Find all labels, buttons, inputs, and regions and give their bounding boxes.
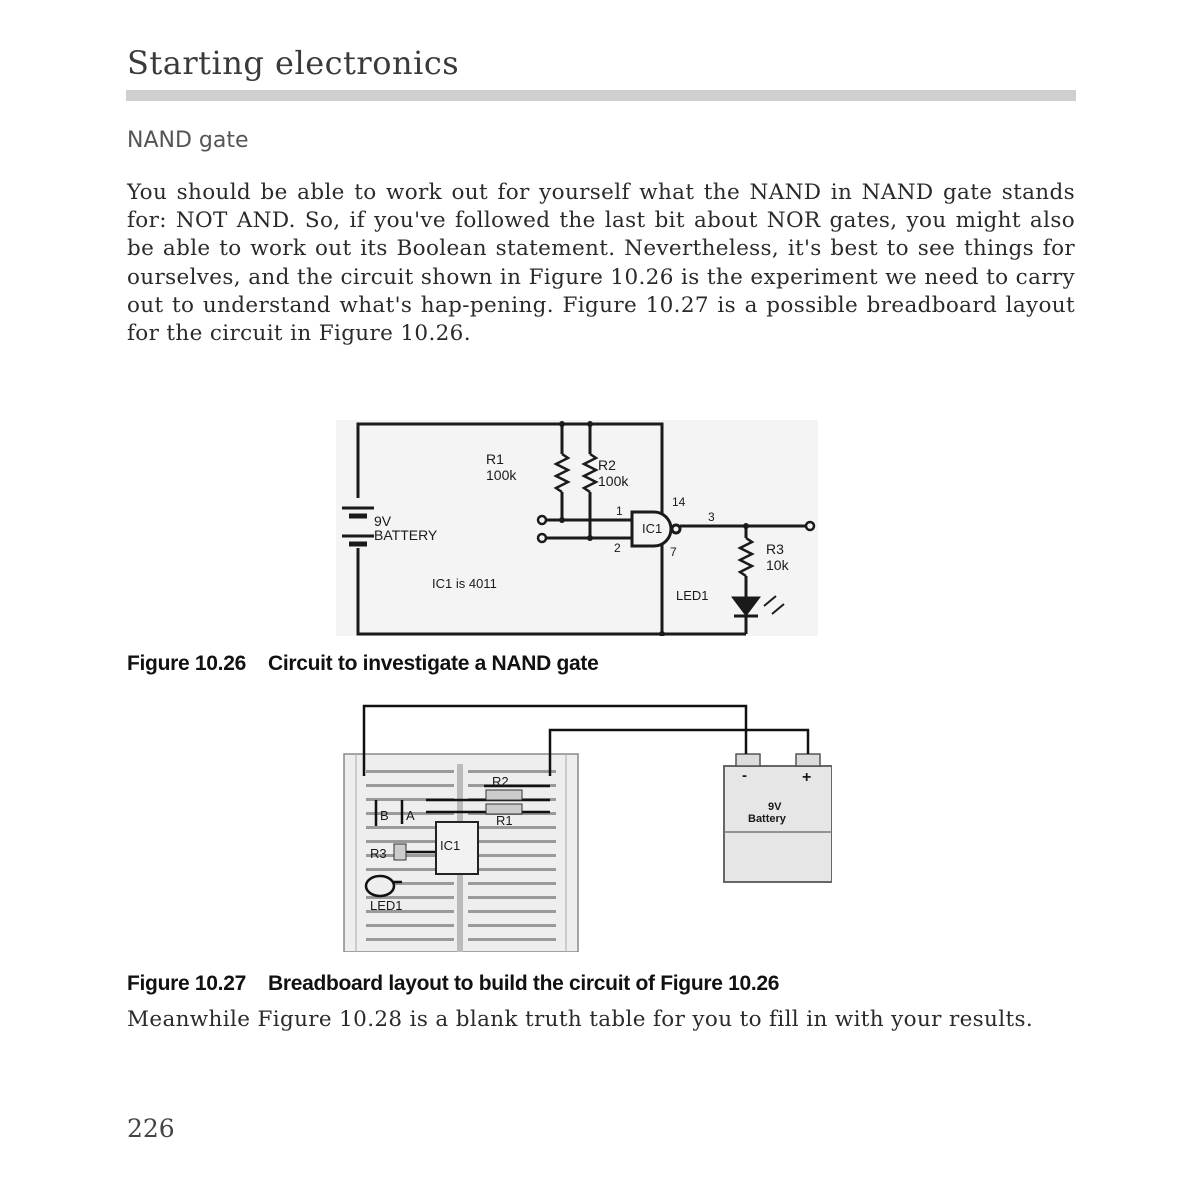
- battery-text: Battery: [748, 813, 786, 825]
- figure-10-27-number: Figure 10.27: [127, 972, 246, 995]
- running-head: Starting electronics: [127, 44, 460, 82]
- header-rule: [126, 90, 1076, 101]
- battery-voltage-text: 9V: [768, 801, 782, 813]
- bb-led1-label: LED1: [370, 898, 403, 913]
- pin-1-label: 1: [616, 504, 623, 518]
- battery-minus-label: -: [742, 767, 747, 784]
- battery-plus-label: +: [802, 769, 812, 786]
- r2-value: 100k: [598, 473, 629, 489]
- figure-10-27-text: Breadboard layout to build the circuit of Figure 10.26: [267, 972, 780, 995]
- breadboard-layout: [336, 704, 832, 952]
- body-paragraph-1: You should be able to work out for yourself what the NAND in NAND gate stands for: NOT AND. So, if you've followed the last bit about NOR gates, you might also be able to work out its Boolean statement. Nevertheless, it's best to see things for ourselves, and the circuit shown in Figure 10.26 is the experiment we need to carry out to understand what's hap-pening. Figure 10.27 is a possible breadboard layout for the circuit in Figure 10.26.: [127, 180, 1075, 347]
- figure-10-27-caption: [127, 972, 779, 996]
- led1-label: LED1: [676, 588, 709, 603]
- pin-7-label: 7: [670, 545, 677, 559]
- r3-label: R3: [766, 541, 784, 557]
- pin-14-label: 14: [672, 495, 686, 509]
- r1-label: R1: [486, 451, 504, 467]
- ic1-label: IC1: [642, 521, 663, 536]
- page-number: 226: [127, 1114, 175, 1143]
- bb-r1-label: R1: [496, 813, 513, 828]
- battery-label: BATTERY: [374, 527, 438, 543]
- pin-3-label: 3: [708, 510, 715, 524]
- figure-10-26-number: Figure 10.26: [127, 652, 246, 675]
- r2-label: R2: [598, 457, 616, 473]
- bb-r2-label: R2: [492, 774, 509, 789]
- body-paragraph-2: Meanwhile Figure 10.28 is a blank truth table for you to fill in with your results.: [127, 1007, 1034, 1032]
- battery-voltage-label: 9V: [374, 513, 392, 529]
- nand-circuit-schematic: [336, 420, 818, 636]
- bb-b-label: B: [380, 808, 389, 823]
- bb-r3-label: R3: [370, 846, 387, 861]
- figure-10-26-text: Circuit to investigate a NAND gate: [267, 652, 599, 675]
- bb-a-label: A: [406, 808, 415, 823]
- figure-10-26-caption: [127, 652, 599, 676]
- ic-note: IC1 is 4011: [432, 576, 497, 591]
- bb-ic1-label: IC1: [440, 838, 461, 853]
- pin-2-label: 2: [614, 541, 621, 555]
- r1-value: 100k: [486, 467, 517, 483]
- section-title: NAND gate: [127, 128, 249, 153]
- r3-value: 10k: [766, 557, 789, 573]
